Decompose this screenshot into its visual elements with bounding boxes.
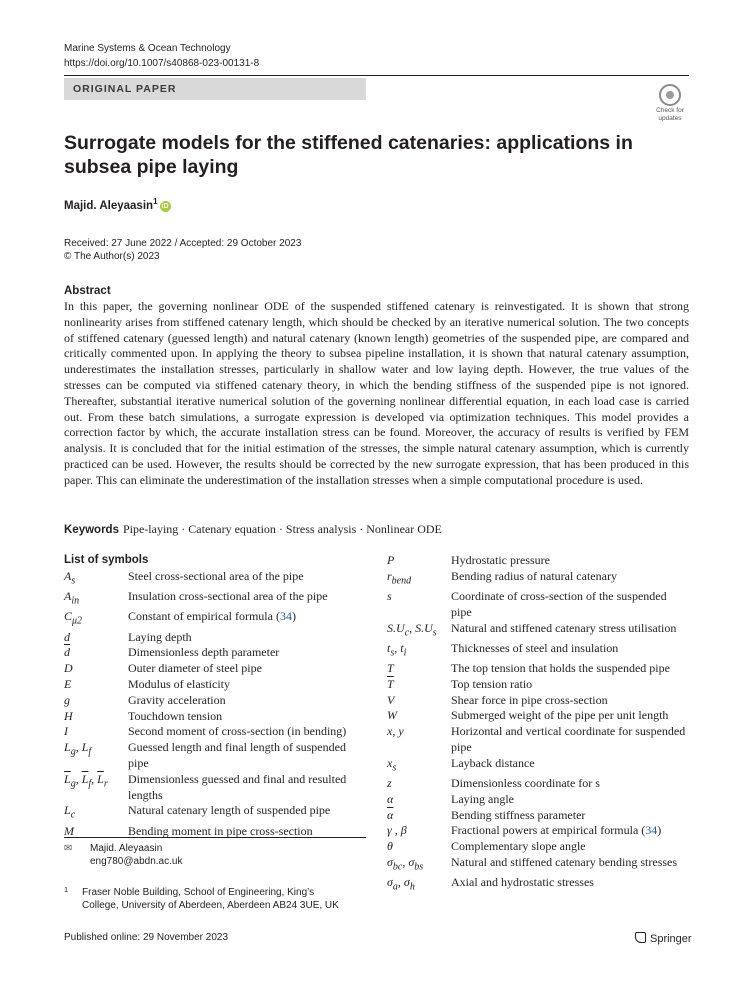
- symbol-row: [64, 724, 364, 740]
- symbol: $\sigma_{bc}$, $\sigma_{bs}$: [387, 854, 424, 873]
- symbol-row: [387, 708, 689, 724]
- symbol-row: [387, 756, 689, 776]
- abstract-heading: Abstract: [64, 285, 111, 297]
- symbol-desc: Second moment of cross-section (in bending): [128, 724, 347, 739]
- symbol-desc: Natural and stiffened catenary stress utilisation: [451, 620, 677, 635]
- symbol: W: [387, 708, 397, 723]
- symbol-row: [387, 855, 689, 875]
- symbols-right-column: [387, 553, 689, 895]
- symbol: $\overline{L}_g$, $\overline{L}_f$, $\overline{L}_r$: [64, 771, 108, 790]
- symbol-row: [387, 693, 689, 709]
- abstract-text: In this paper, the governing nonlinear ODE of the suspended stiffened catenary is reinvestigated. It is shown that strong nonlinearity arises from stiffened catenary length, which should be checked by an iterative numerical solution. The two concepts of stiffened catenary (guessed length) and natural catenary (known length) geometries of the suspended pipe, are compared and critically commented upon. In applying the theory to subsea pipeline installation, it is shown that natural catenary assumption, underestimates the installation stresses, particularly in shallow water and low laying depth. However, the true values of the stresses can be computed via stiffened catenary theory, in which the bending stiffness of the suspended pipe is not ignored. Thereafter, substantial iterative numerical solution of the governing nonlinear differential equation, in each load case is carried out. From these batch simulations, a surrogate expression is developed via optimization techniques. This model provides a correction factor by which, the accurate installation stress can be found. Moreover, the accuracy of results is verified by FEM analysis. It is concluded that for the initial estimation of the stresses, the simple natural catenary assumption, which is currently practiced can be used. However, the results should be corrected by the new surrogate expression, that has been produced in this paper. This can eliminate the underestimation of the installation stresses when a simple computational procedure is used.: [64, 299, 689, 487]
- affil-line-1: Fraser Noble Building, School of Engineering, King’s: [82, 887, 315, 898]
- symbol-desc: Bending radius of natural catenary: [451, 568, 617, 583]
- symbol-row: [387, 839, 689, 855]
- symbol-desc: Constant of empirical formula (34): [128, 609, 296, 624]
- symbol-desc: Dimensionless coordinate for s: [451, 775, 600, 790]
- symbol: $x_s$: [387, 755, 397, 774]
- symbols-left-column: [64, 569, 364, 839]
- check-updates-icon: [659, 84, 681, 106]
- symbol-desc: Axial and hydrostatic stresses: [451, 875, 594, 890]
- symbol-row: [64, 772, 364, 804]
- symbol-desc: Outer diameter of steel pipe: [128, 661, 262, 676]
- symbol-desc: Bending moment in pipe cross-section: [128, 823, 313, 838]
- journal-header: [64, 41, 259, 71]
- symbol-row: [64, 803, 364, 823]
- symbol: g: [64, 692, 70, 707]
- publisher-logo: [635, 932, 692, 945]
- symbol-desc: Complementary slope angle: [451, 839, 586, 854]
- keywords-list: Pipe-laying · Catenary equation · Stress analysis · Nonlinear ODE: [122, 522, 442, 536]
- symbol: s: [387, 588, 392, 603]
- symbol: $A_{in}$: [64, 589, 80, 607]
- symbol-desc: Dimensionless guessed and final and resulted lengths: [128, 771, 347, 802]
- symbol: d: [64, 629, 70, 644]
- symbol-row: [64, 661, 364, 677]
- symbol: $\overline{\alpha}$: [387, 807, 394, 822]
- affil-number: 1: [64, 885, 69, 894]
- symbol-row: [387, 776, 689, 792]
- symbol-row: [387, 641, 689, 661]
- symbol: E: [64, 676, 72, 691]
- keywords: [64, 522, 442, 537]
- symbol-desc: Dimensionless depth parameter: [128, 645, 280, 660]
- symbol: α: [387, 791, 394, 806]
- symbol: $r_{bend}$: [387, 568, 412, 587]
- reference-link[interactable]: 34: [279, 609, 292, 624]
- symbol-desc: Bending stiffness parameter: [451, 807, 586, 822]
- header-rule: [64, 75, 689, 76]
- check-updates-label-1: Check for: [656, 107, 684, 114]
- symbol: D: [64, 661, 73, 676]
- symbol-row: [64, 630, 364, 646]
- symbol: $\overline{T}$: [387, 676, 394, 691]
- symbol: $t_s$, $t_i$: [387, 640, 407, 659]
- symbol-row: [387, 661, 689, 677]
- symbol-desc: Insulation cross-sectional area of the pipe: [128, 589, 328, 604]
- symbol: $\overline{d}$: [64, 645, 70, 660]
- check-updates-label-2: updates: [658, 115, 682, 122]
- reference-link[interactable]: 34: [645, 823, 658, 838]
- corresponding-author: [64, 842, 182, 868]
- symbol-row: [64, 609, 364, 629]
- orcid-icon[interactable]: iD: [161, 202, 169, 210]
- symbol-desc: Thicknesses of steel and insulation: [451, 640, 619, 655]
- symbol-row: [387, 677, 689, 693]
- symbol-desc: The top tension that holds the suspended pipe: [451, 660, 670, 675]
- publisher-name: Springer: [650, 933, 692, 945]
- symbol-desc: Gravity acceleration: [128, 692, 226, 707]
- journal-doi[interactable]: https://doi.org/10.1007/s40868-023-00131-8: [64, 58, 260, 69]
- symbol-row: [387, 589, 689, 621]
- affil-line-2: College, University of Aberdeen, Aberdeen AB24 3UE, UK: [82, 900, 339, 911]
- symbol-row: [387, 792, 689, 808]
- symbol-row: [64, 693, 364, 709]
- symbol-desc: Hydrostatic pressure: [451, 553, 550, 567]
- symbol-row: [64, 709, 364, 725]
- article-dates: [64, 237, 301, 263]
- symbol-row: [387, 823, 689, 839]
- symbol: P: [387, 553, 395, 567]
- symbol-row: [387, 808, 689, 824]
- symbol: T: [387, 660, 394, 675]
- symbol: H: [64, 708, 73, 723]
- symbol-desc: Steel cross-sectional area of the pipe: [128, 569, 304, 583]
- symbol-desc: Natural catenary length of suspended pipe: [128, 803, 331, 818]
- symbol: $C_{\mu 2}$: [64, 609, 83, 627]
- symbol-desc: Touchdown tension: [128, 708, 223, 723]
- check-for-updates-badge[interactable]: [650, 84, 690, 121]
- symbol-desc: Horizontal and vertical coordinate for suspended pipe: [451, 724, 686, 754]
- symbol: $A_s$: [64, 569, 76, 587]
- paper-title: Surrogate models for the stiffened catenaries: applications in subsea pipe laying: [64, 132, 633, 178]
- article-type-banner: ORIGINAL PAPER: [64, 78, 366, 100]
- symbol: $\sigma_a$, $\sigma_h$: [387, 875, 415, 893]
- symbol-row: [387, 724, 689, 756]
- symbol-desc: Natural and stiffened catenary bending stresses: [451, 854, 678, 869]
- symbol-row: [64, 569, 364, 589]
- symbol-row: [64, 677, 364, 693]
- symbol: V: [387, 692, 395, 707]
- affiliation: [64, 883, 364, 912]
- symbol-row: [387, 553, 689, 569]
- symbol: x, y: [387, 724, 404, 739]
- symbol-desc: Modulus of elasticity: [128, 676, 230, 691]
- envelope-icon: ✉: [64, 843, 73, 854]
- symbol-desc: Top tension ratio: [451, 676, 533, 691]
- symbol-row: [387, 621, 689, 641]
- symbols-heading: List of symbols: [64, 554, 149, 566]
- symbol: γ , β: [387, 823, 407, 838]
- symbol-row: [64, 740, 364, 772]
- symbol-desc: Laying depth: [128, 629, 192, 644]
- symbol: z: [387, 775, 392, 790]
- symbol: I: [64, 724, 68, 739]
- springer-horse-icon: [635, 932, 646, 943]
- symbol-desc: Coordinate of cross-section of the suspended pipe: [451, 588, 667, 619]
- symbol-row: [387, 569, 689, 589]
- published-date: Published online: 29 November 2023: [64, 932, 228, 943]
- author-line: [64, 197, 171, 212]
- symbol: θ: [387, 839, 393, 854]
- symbol: $S.U_c$, $S.U_s$: [387, 620, 437, 638]
- author-affil-mark: 1: [153, 197, 158, 206]
- symbol-desc: Layback distance: [451, 755, 535, 770]
- author-name: Majid. Aleyaasin: [64, 199, 154, 212]
- symbol-row: [64, 589, 364, 609]
- received-accepted: Received: 27 June 2022 / Accepted: 29 October 2023: [64, 238, 302, 249]
- symbol-desc: Guessed length and final length of suspended pipe: [128, 740, 346, 770]
- symbol-desc: Shear force in pipe cross-section: [451, 692, 608, 707]
- symbol-row: [64, 645, 364, 661]
- keywords-label: Keywords: [64, 524, 119, 536]
- contact-name: Majid. Aleyaasin: [90, 843, 163, 854]
- symbol-desc: Submerged weight of the pipe per unit length: [451, 708, 669, 723]
- copyright: © The Author(s) 2023: [64, 251, 160, 262]
- symbol-desc: Laying angle: [451, 791, 514, 806]
- journal-name: Marine Systems & Ocean Technology: [64, 43, 231, 54]
- contact-email[interactable]: eng780@abdn.ac.uk: [90, 856, 183, 867]
- symbol: $L_c$: [64, 803, 76, 821]
- footnote-rule: [64, 837, 366, 838]
- symbol: M: [64, 823, 74, 838]
- symbol: $L_g$, $L_f$: [64, 740, 92, 758]
- symbol-desc: Fractional powers at empirical formula (34): [451, 823, 662, 838]
- symbol-row: [387, 875, 689, 895]
